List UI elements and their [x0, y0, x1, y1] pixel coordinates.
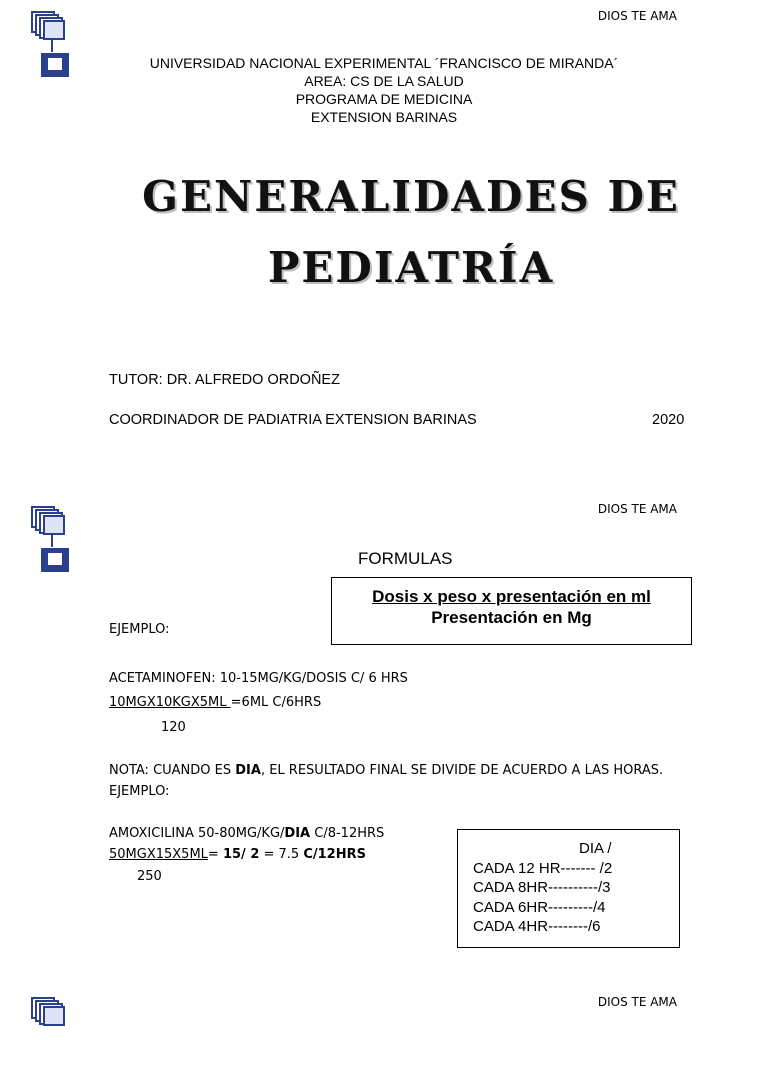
acetaminofen-line: ACETAMINOFEN: 10-15MG/KG/DOSIS C/ 6 HRS — [109, 671, 408, 686]
calc-denominator: 120 — [161, 720, 186, 735]
university-logo-icon — [30, 996, 74, 1066]
division-box — [457, 829, 680, 948]
amox-prefix: AMOXICILINA 50-80MG/KG/ — [109, 826, 285, 841]
header-right-text: DIOS TE AMA — [597, 995, 677, 1009]
coordinator-line: COORDINADOR DE PADIATRIA EXTENSION BARINAS — [109, 412, 477, 428]
tutor-line: TUTOR: DR. ALFREDO ORDOÑEZ — [109, 372, 340, 388]
university-line: AREA: CS DE LA SALUD — [304, 73, 464, 89]
calc-bold: C/12HRS — [303, 847, 366, 862]
university-header — [0, 54, 768, 126]
document-title-line1: GENERALIDADES DE — [142, 172, 680, 221]
calculation-line — [109, 847, 366, 862]
division-row: CADA 6HR---------/4 — [473, 898, 606, 916]
calc-mid: = 7.5 — [259, 847, 304, 862]
header-right-text: DIOS TE AMA — [597, 502, 677, 516]
division-row: CADA 12 HR------- /2 — [473, 859, 613, 877]
example-label: EJEMPLO: — [109, 622, 170, 637]
document-title-line2: PEDIATRÍA — [267, 243, 555, 292]
formula-box — [331, 577, 692, 645]
university-line: PROGRAMA DE MEDICINA — [295, 91, 473, 107]
calc-bold: 15/ 2 — [222, 847, 260, 862]
note-bold: DIA — [235, 763, 261, 778]
note-suffix: , EL RESULTADO FINAL SE DIVIDE DE ACUERDO A LAS HORAS. — [260, 763, 664, 778]
note-prefix: NOTA: CUANDO ES — [109, 763, 236, 778]
amoxicilina-line — [109, 826, 384, 841]
amox-bold: DIA — [284, 826, 311, 841]
formulas-heading: FORMULAS — [358, 549, 453, 568]
calculation-line — [109, 695, 321, 710]
calc-result: =6ML C/6HRS — [230, 695, 322, 710]
formula-denominator: Presentación en Mg — [431, 608, 592, 627]
example-label: EJEMPLO: — [109, 784, 170, 799]
note-line — [109, 763, 663, 778]
calc-numerator: 50MGX15X5ML — [109, 847, 208, 862]
amox-suffix: C/8-12HRS — [310, 826, 385, 841]
year-label: 2020 — [652, 412, 685, 428]
calc-numerator: 10MGX10KGX5ML — [109, 695, 231, 710]
calc-equals: = — [207, 847, 223, 862]
university-line: EXTENSION BARINAS — [310, 109, 458, 125]
university-line: UNIVERSIDAD NACIONAL EXPERIMENTAL ´FRANCISCO DE MIRANDA´ — [149, 55, 619, 71]
university-logo-icon — [30, 505, 74, 575]
calc-denominator: 250 — [137, 869, 162, 884]
division-box-title: DIA / — [579, 840, 612, 857]
division-row: CADA 4HR--------/6 — [473, 918, 601, 935]
division-row: CADA 8HR----------/3 — [473, 879, 611, 896]
formula-numerator: Dosis x peso x presentación en ml — [372, 587, 651, 606]
header-right-text: DIOS TE AMA — [597, 9, 677, 23]
